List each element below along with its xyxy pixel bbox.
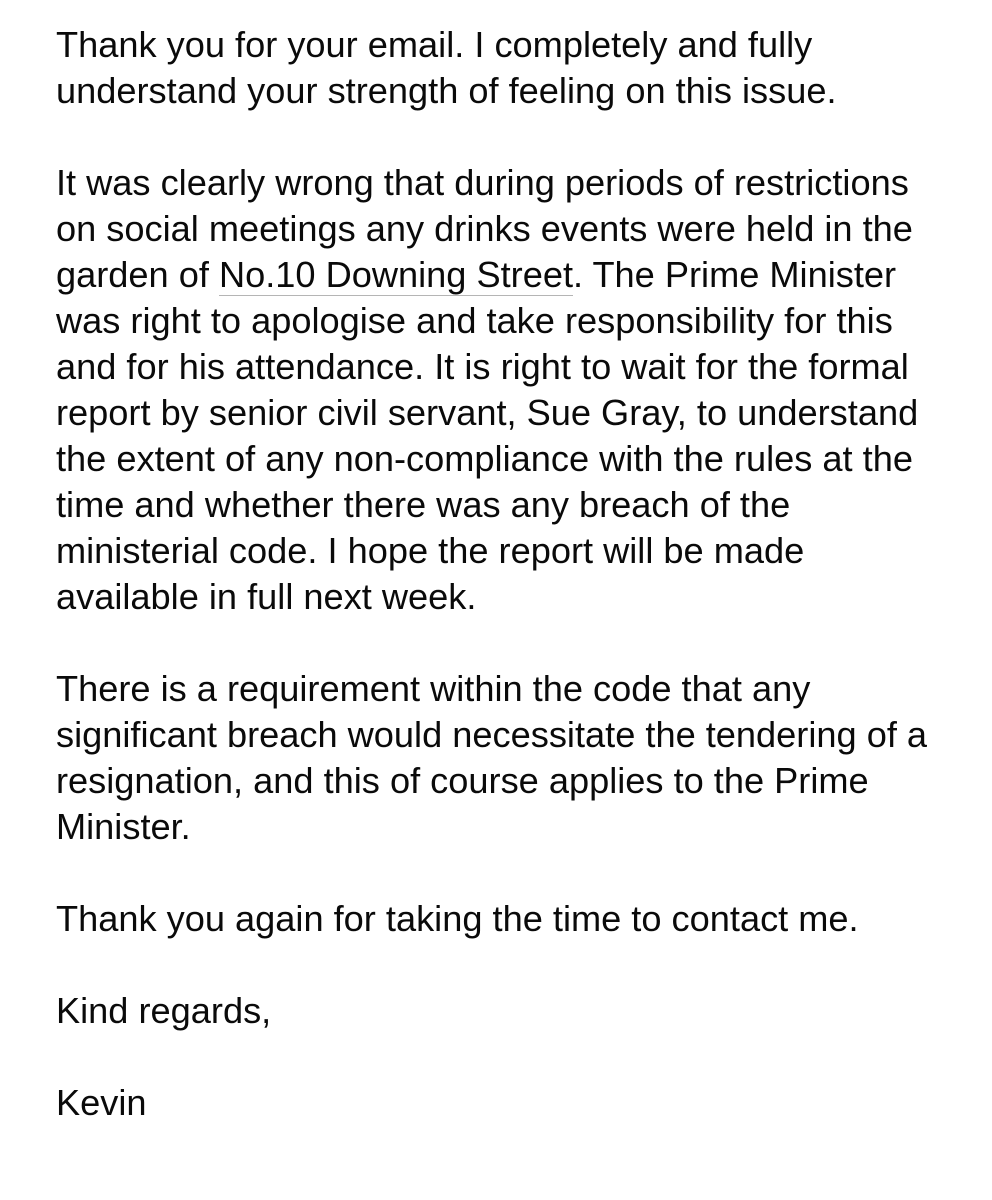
paragraph-thanks-again: Thank you again for taking the time to contact me.	[56, 898, 859, 939]
paragraph-requirement: There is a requirement within the code that any significant breach would necessitate the tendering of a resignation, and this of course applies to the Prime Minister.	[56, 668, 928, 847]
paragraph-restrictions-text-start: It was clearly wrong that during periods of restrictions on social meetings any drinks events were held in the garden of	[56, 162, 913, 295]
paragraph-restrictions	[56, 160, 956, 620]
paragraph-restrictions-text-end: . The Prime Minister was right to apologise and take responsibility for this and for his attendance. It is right to wait for the formal report by senior civil servant, Sue Gray, to understand the extent of any non-compliance with the rules at the time and whether there was any breach of the ministerial code. I hope the report will be made available in full next week.	[56, 254, 919, 617]
email-body	[56, 22, 956, 1172]
paragraph-thanks: Thank you for your email. I completely and fully understand your strength of feeling on this issue.	[56, 24, 837, 111]
signoff: Kind regards,	[56, 990, 272, 1031]
address-link[interactable]: No.10 Downing Street	[218, 254, 573, 295]
signature: Kevin	[56, 1082, 147, 1123]
